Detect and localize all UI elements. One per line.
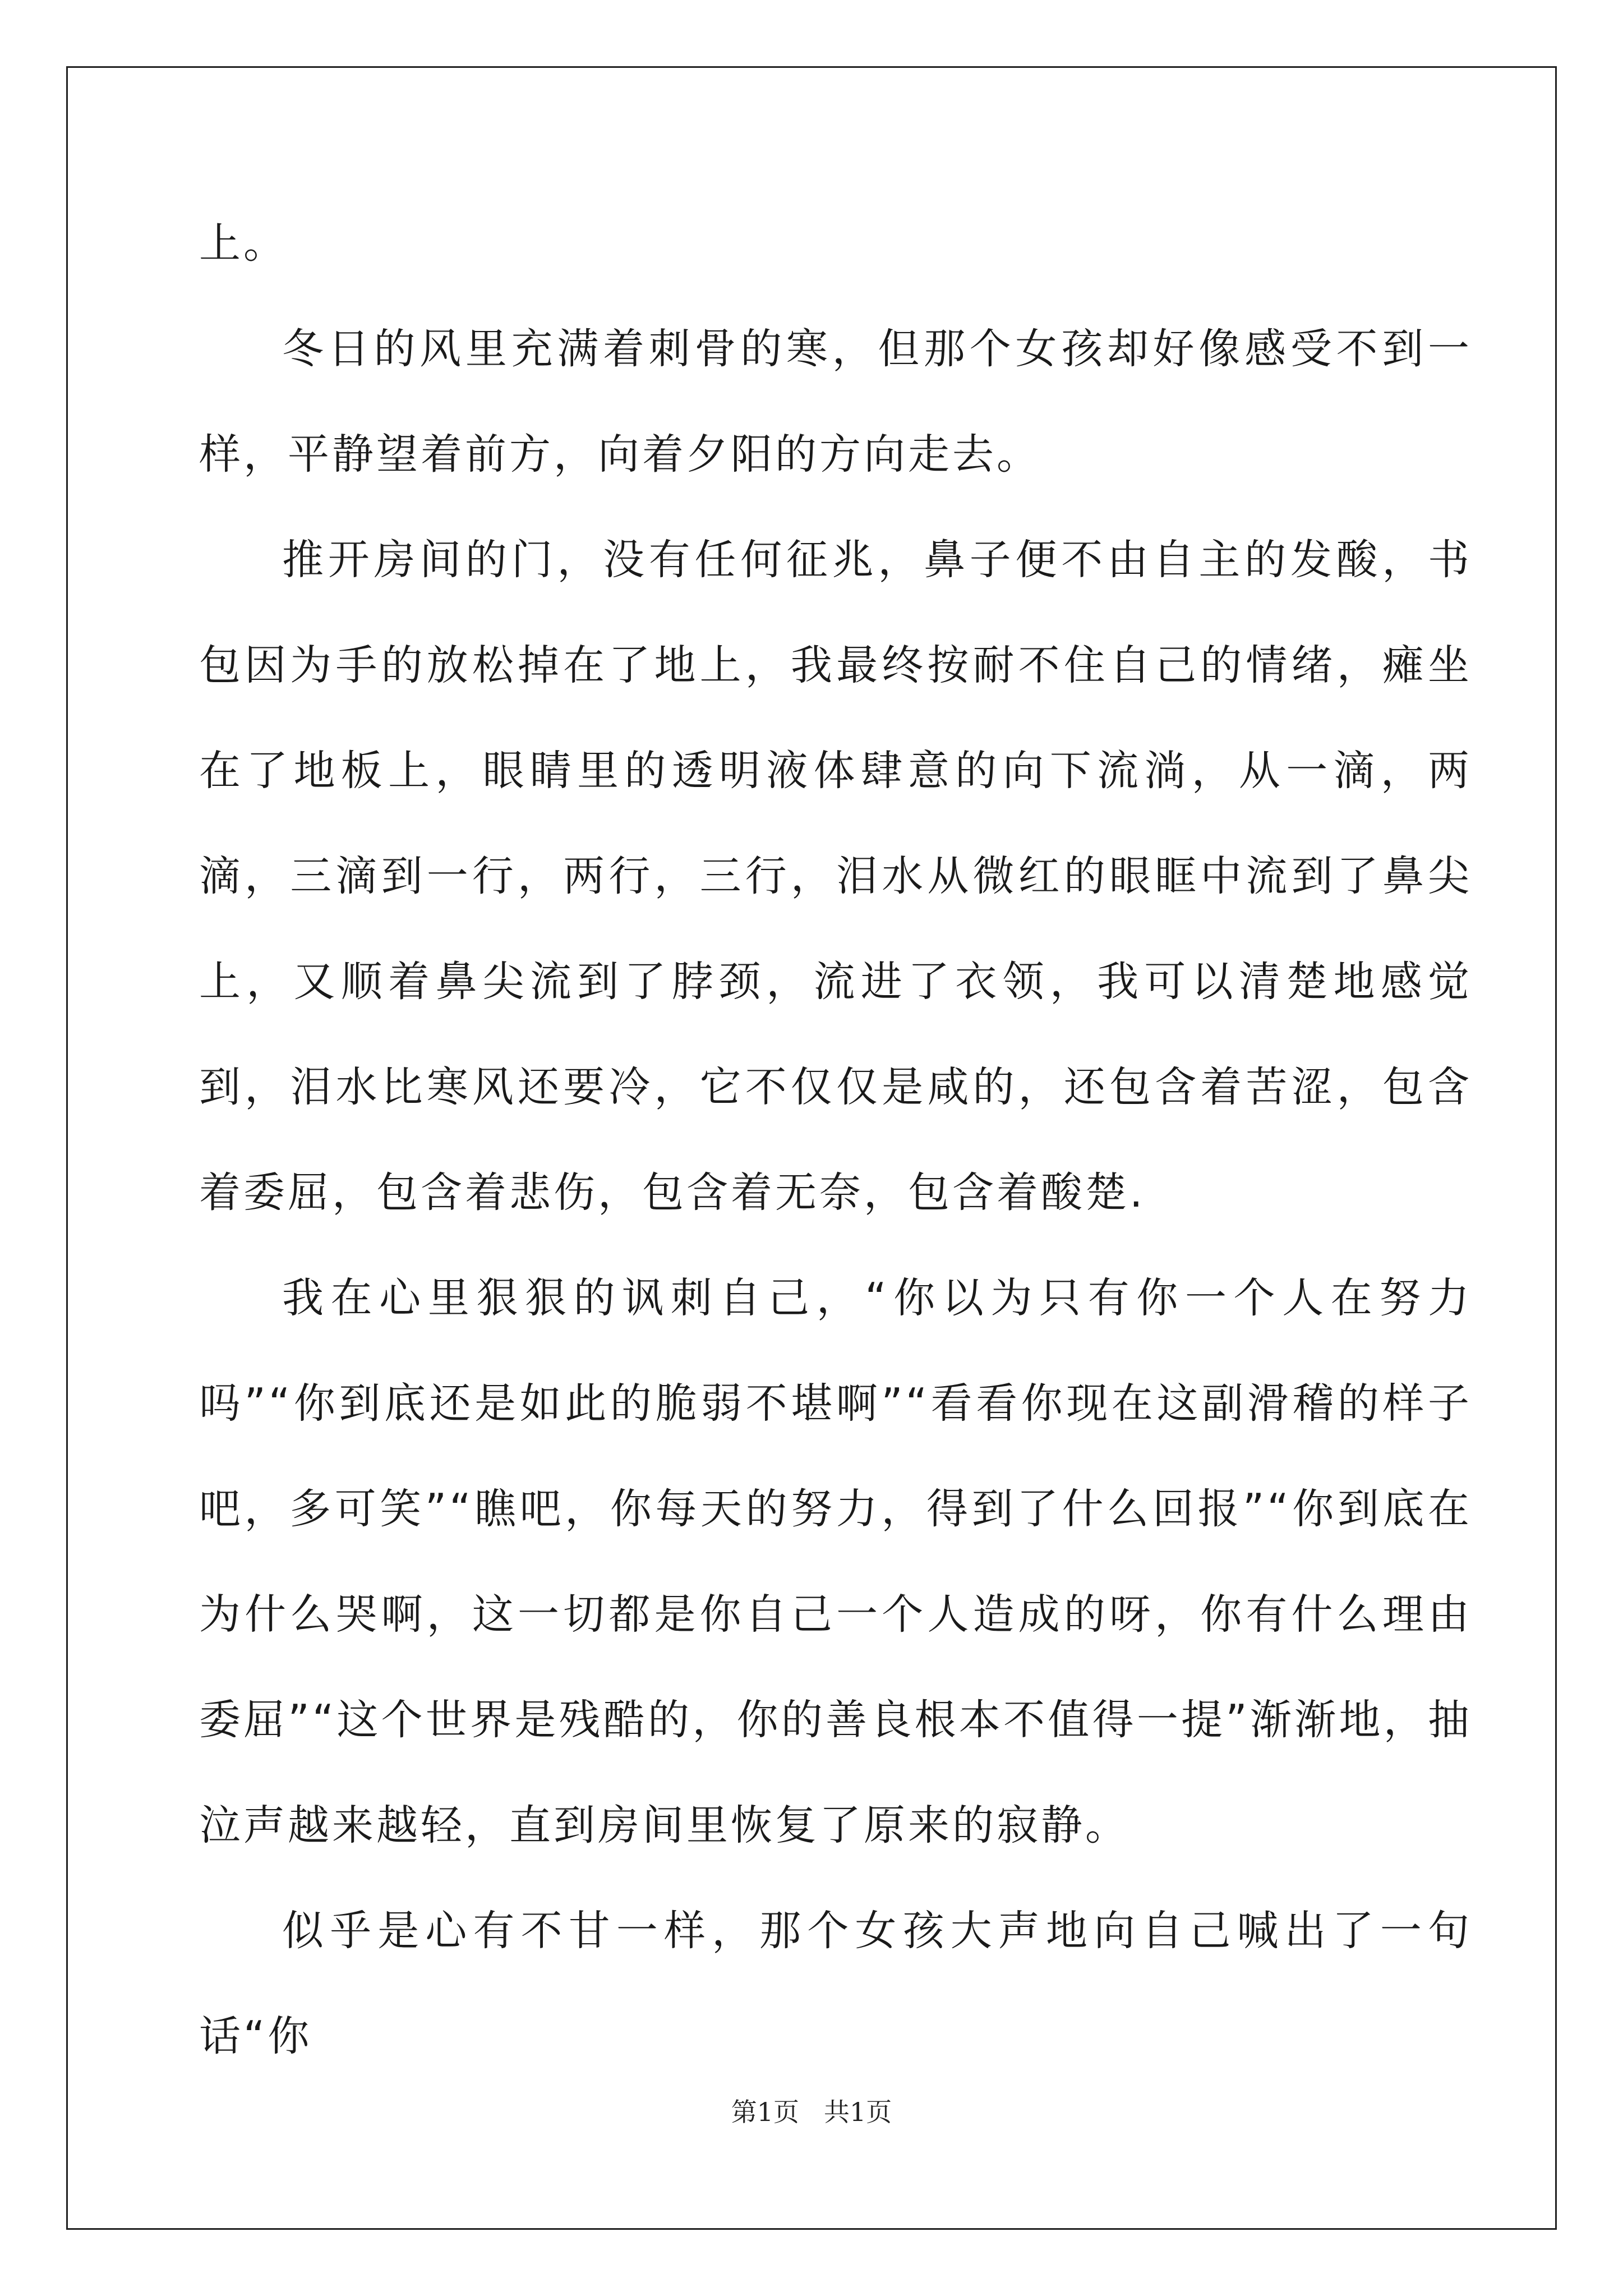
paragraph-4: 我在心里狠狠的讽刺自己，“你以为只有你一个人在努力吗”“你到底还是如此的脆弱不堪啊”“看看你现在这副滑稽的样子吧，多可笑”“瞧吧，你每天的努力，得到了什么回报”“你到底在为什么哭啊，这一切都是你自己一个人造成的呀，你有什么理由委屈”“这个世界是残酷的，你的善良根本不值得一提”渐渐地，抽泣声越来越轻，直到房间里恢复了原来的寂静。 — [199, 1274, 1472, 1849]
paragraph-1: 上。 — [199, 219, 288, 268]
paragraph-5: 似乎是心有不甘一样，那个女孩大声地向自己喊出了一句话“你 — [199, 1907, 1472, 2060]
paragraph-3: 推开房间的门，没有任何征兆，鼻子便不由自主的发酸，书包因为手的放松掉在了地上，我最终按耐不住自己的情绪，瘫坐在了地板上，眼睛里的透明液体肆意的向下流淌，从一滴，两滴，三滴到一行，两行，三行，泪水从微红的眼眶中流到了鼻尖上，又顺着鼻尖流到了脖颈，流进了衣领，我可以清楚地感觉到，泪水比寒风还要冷，它不仅仅是咸的，还包含着苦涩，包含着委屈，包含着悲伤，包含着无奈，包含着酸楚. — [199, 536, 1472, 1217]
page-total: 共1页 — [823, 2097, 892, 2127]
paragraph-2: 冬日的风里充满着刺骨的寒，但那个女孩却好像感受不到一样，平静望着前方，向着夕阳的方向走去。 — [199, 325, 1472, 478]
page-number: 第1页 — [731, 2097, 800, 2127]
document-body — [199, 191, 1472, 2089]
page-footer — [0, 2095, 1623, 2129]
